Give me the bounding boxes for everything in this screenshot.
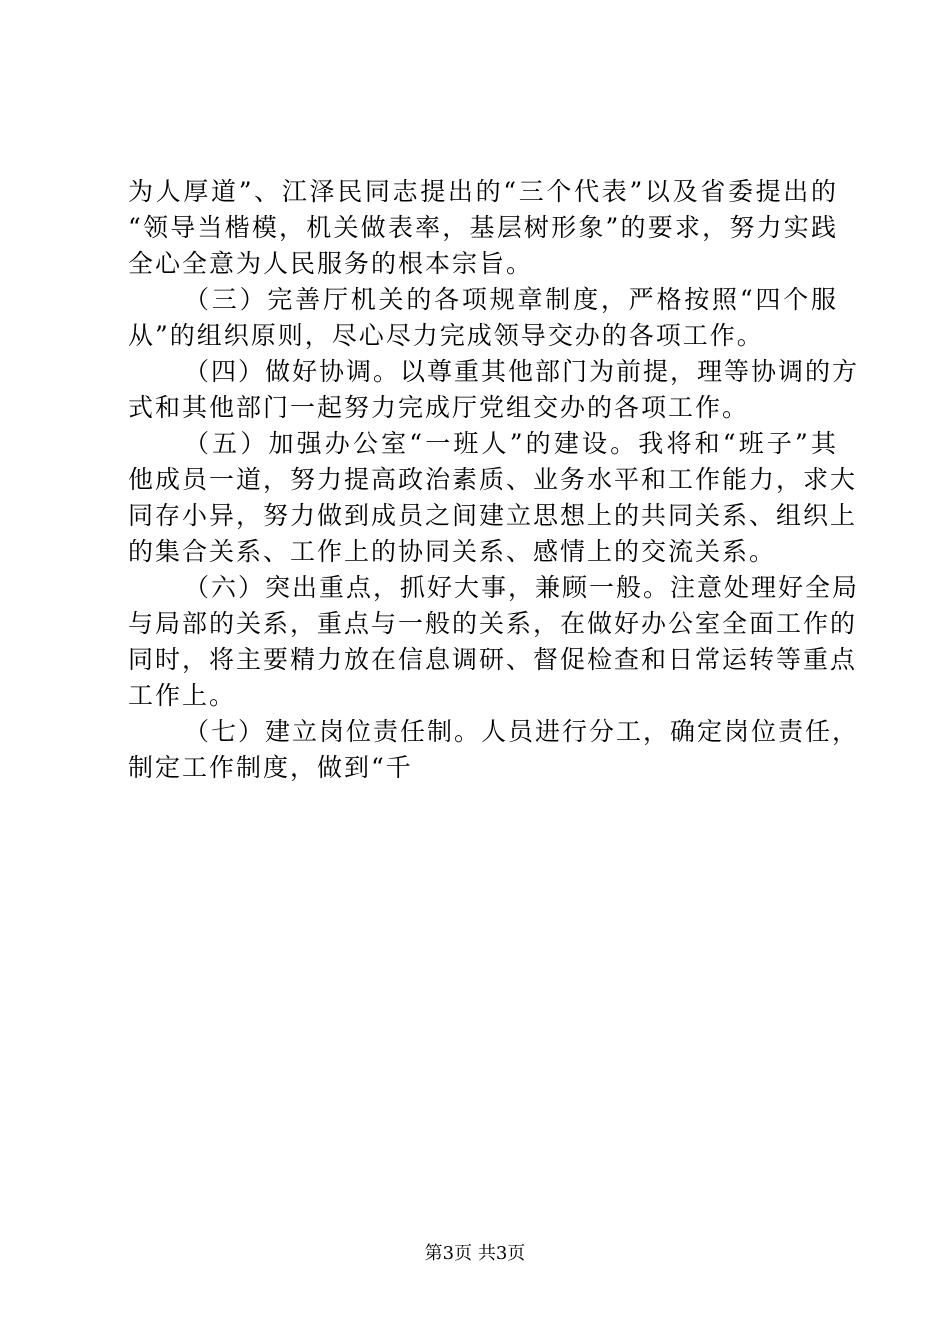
paragraph <box>128 174 838 282</box>
text-line: 的集合关系、工作上的协同关系、感情上的交流关系。 <box>128 537 777 566</box>
text-line: “领导当楷模，机关做表率，基层树形象”的要求，努力实践 <box>128 213 838 242</box>
document-body <box>128 174 860 786</box>
text-line: 同存小异，努力做到成员之间建立思想上的共同关系、组织上 <box>128 501 858 530</box>
paragraph <box>128 714 860 786</box>
text-line: （四）做好协调。以尊重其他部门为前提，理等协调的方 <box>184 357 860 386</box>
paragraph <box>128 426 858 570</box>
text-line: 同时，将主要精力放在信息调研、督促检查和日常运转等重点 <box>128 645 858 674</box>
paragraph <box>128 354 860 426</box>
text-line: 他成员一道，努力提高政治素质、业务水平和工作能力，求大 <box>128 465 858 494</box>
paragraph <box>128 282 838 354</box>
text-line: （七）建立岗位责任制。人员进行分工，确定岗位责任， <box>184 717 860 746</box>
text-line: 工作上。 <box>128 681 237 710</box>
paragraph <box>128 570 860 714</box>
page-footer <box>0 1242 950 1266</box>
page-number: 第3页 共3页 <box>424 1243 526 1264</box>
text-line: 式和其他部门一起努力完成厅党组交办的各项工作。 <box>128 393 750 422</box>
text-line: （三）完善厅机关的各项规章制度，严格按照“四个服 <box>184 285 838 314</box>
text-line: 从”的组织原则，尽心尽力完成领导交办的各项工作。 <box>128 321 764 350</box>
text-line: （五）加强办公室“一班人”的建设。我将和“班子”其 <box>184 429 838 458</box>
text-line: 为人厚道”、江泽民同志提出的“三个代表”以及省委提出的 <box>128 177 838 206</box>
text-line: 与局部的关系，重点与一般的关系，在做好办公室全面工作的 <box>128 609 858 638</box>
text-line: 全心全意为人民服务的根本宗旨。 <box>128 249 534 278</box>
text-line: （六）突出重点，抓好大事，兼顾一般。注意处理好全局 <box>184 573 860 602</box>
text-line: 制定工作制度，做到“千 <box>128 753 413 782</box>
